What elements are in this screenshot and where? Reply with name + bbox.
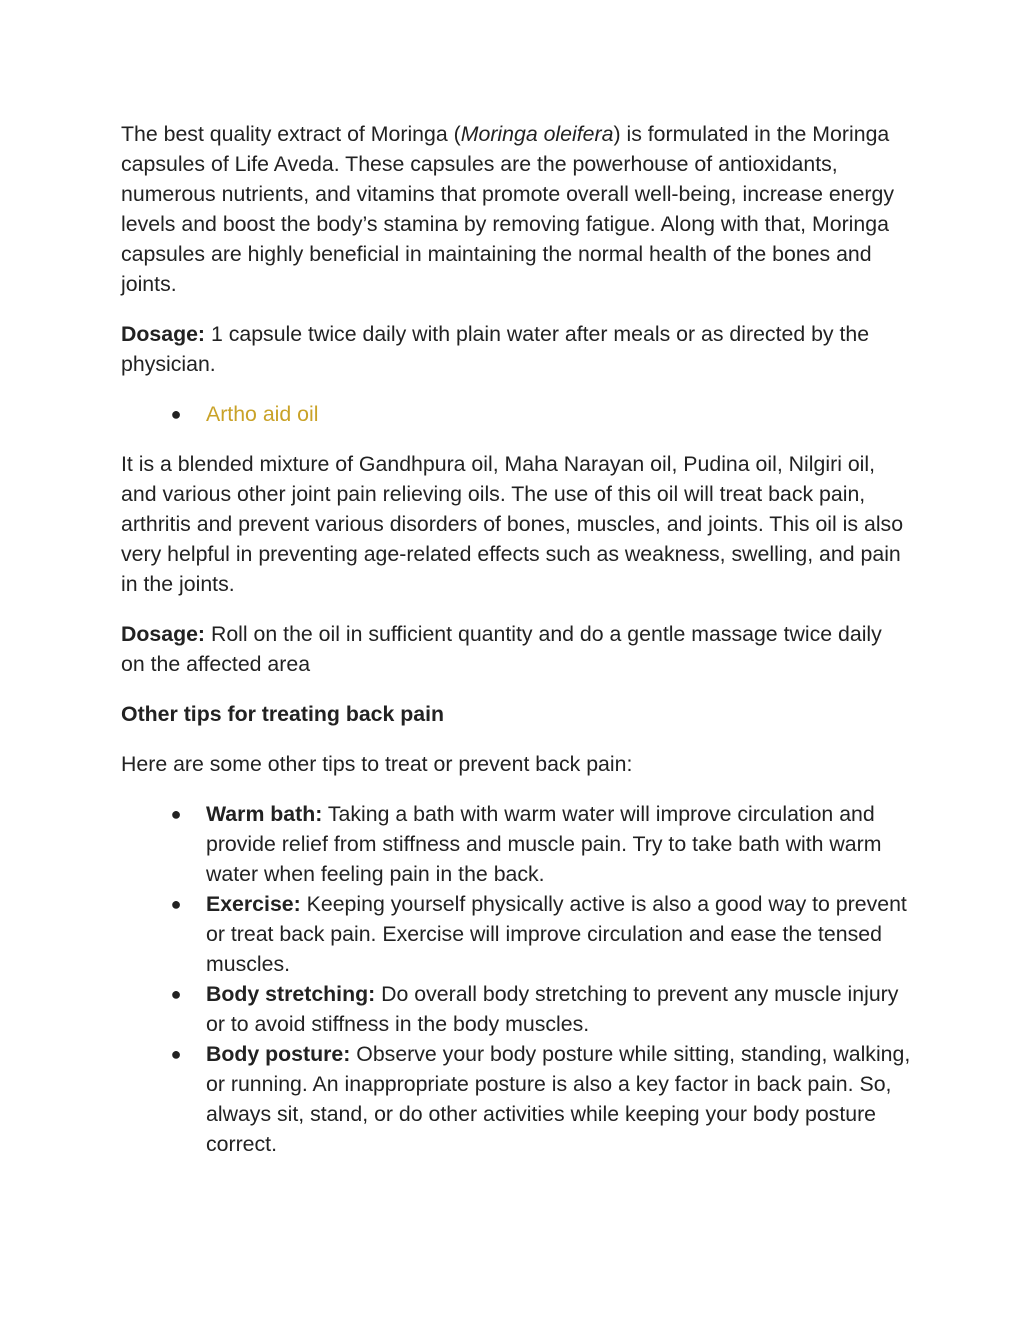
intro-text-start: The best quality extract of Moringa (	[121, 122, 461, 146]
document-page	[121, 119, 911, 1179]
tip-item-body-posture	[121, 1039, 911, 1159]
tip-text: Taking a bath with warm water will improve circulation and provide relief from stiffness and muscle pain. Try to take bath with warm water when feeling pain in the back.	[206, 802, 882, 886]
dosage-text: 1 capsule twice daily with plain water after meals or as directed by the physician.	[121, 322, 870, 376]
bullet-icon: ●	[170, 804, 182, 824]
bullet-icon: ●	[170, 984, 182, 1004]
dosage-paragraph-capsules	[121, 319, 911, 379]
tip-text: Keeping yourself physically active is also a good way to prevent or treat back pain. Exercise will improve circulation and ease the tensed muscles.	[206, 892, 907, 976]
tips-list	[121, 799, 911, 1159]
product-list-item	[121, 399, 911, 429]
intro-paragraph	[121, 119, 911, 299]
tips-intro-paragraph: Here are some other tips to treat or prevent back pain:	[121, 752, 633, 776]
intro-text-end: ) is formulated in the Moringa capsules of Life Aveda. These capsules are the powerhouse of antioxidants, numerous nutrients, and vitamins that promote overall well-being, increase energy levels and boost the body’s stamina by removing fatigue. Along with that, Moringa capsules are highly beneficial in maintaining the normal health of the bones and joints.	[121, 122, 895, 296]
bullet-icon: ●	[170, 894, 182, 914]
product-list	[121, 399, 911, 429]
dosage-label: Dosage:	[121, 622, 206, 646]
dosage-label: Dosage:	[121, 322, 206, 346]
dosage-paragraph-oil	[121, 619, 911, 679]
tip-item-exercise	[121, 889, 911, 979]
tip-title: Body stretching:	[206, 982, 376, 1006]
artho-aid-oil-link[interactable]: Artho aid oil	[206, 402, 319, 426]
dosage-text: Roll on the oil in sufficient quantity and do a gentle massage twice daily on the affected area	[121, 622, 882, 676]
botanical-name: Moringa oleifera	[460, 122, 614, 146]
tip-text: Do overall body stretching to prevent any muscle injury or to avoid stiffness in the body muscles.	[206, 982, 899, 1036]
tip-item-body-stretching	[121, 979, 911, 1039]
tip-item-warm-bath	[121, 799, 911, 889]
tip-text: Observe your body posture while sitting, standing, walking, or running. An inappropriate posture is also a key factor in back pain. So, always sit, stand, or do other activities while keeping your body posture correct.	[206, 1042, 911, 1156]
tip-title: Body posture:	[206, 1042, 351, 1066]
bullet-icon: ●	[170, 404, 182, 424]
tips-heading: Other tips for treating back pain	[121, 702, 445, 726]
bullet-icon: ●	[170, 1044, 182, 1064]
tip-title: Exercise:	[206, 892, 301, 916]
tip-title: Warm bath:	[206, 802, 323, 826]
oil-description-paragraph: It is a blended mixture of Gandhpura oil, Maha Narayan oil, Pudina oil, Nilgiri oil, and various other joint pain relieving oils. The use of this oil will treat back pain, arthritis and prevent various disorders of bones, muscles, and joints. This oil is also very helpful in preventing age-related effects such as weakness, swelling, and pain in the joints.	[121, 452, 904, 596]
